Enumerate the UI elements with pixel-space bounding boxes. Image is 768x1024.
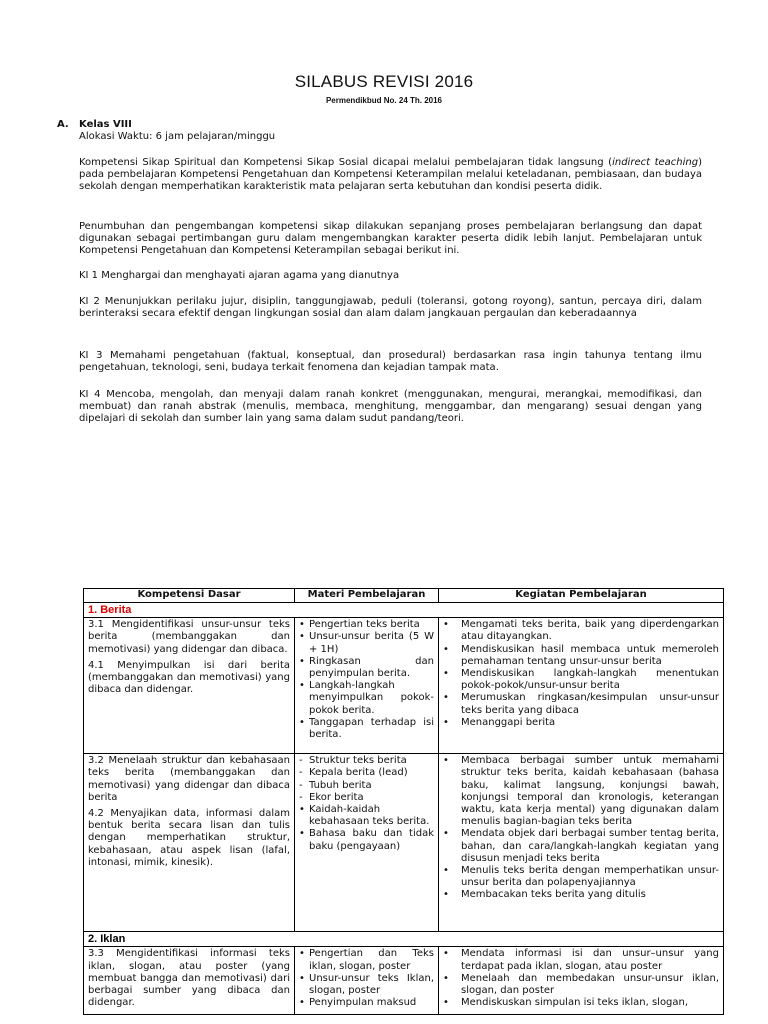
group-title-berita: 1. Berita bbox=[84, 603, 724, 618]
document-title: SILABUS REVISI 2016 bbox=[294, 72, 474, 91]
list-item: - Struktur teks berita bbox=[299, 755, 407, 767]
materi-cell bbox=[295, 754, 439, 932]
kd-cell: 3.1 Mengidentifikasi unsur-unsur teks berita (membanggakan dan memotivasi) yang didengar dan dibaca. 4.1 Menyimpulkan isi dari berita (membanggakan dan memotivasi) yang dibaca dan didengar. bbox=[84, 618, 295, 754]
list-item: • Penyimpulan maksud bbox=[299, 997, 417, 1009]
list-item: • Ringkasan dan penyimpulan berita. bbox=[299, 655, 434, 680]
materi-cell bbox=[295, 947, 439, 1015]
table-header-row bbox=[84, 589, 724, 603]
list-item: • Menulis teks berita dengan memperhatikan unsur-unsur berita dan polapenyajiannya bbox=[443, 865, 719, 889]
list-item: • Unsur-unsur berita (5 W + 1H) bbox=[299, 631, 434, 655]
kegiatan-cell bbox=[439, 618, 724, 754]
header-kompetensi-dasar: Kompetensi Dasar bbox=[84, 589, 295, 603]
list-item: • Pengertian dan Teks iklan, slogan, poster bbox=[299, 948, 434, 972]
paragraph-development: Penumbuhan dan pengembangan kompetensi sikap dilakukan sepanjang proses pembelajaran berlangsung dan dapat digunakan sebagai pertimbangan guru dalam mengembangkan karakter peserta didik lebih lanjut. Pembelajaran untuk Kompetensi Pengetahuan dan Kompetensi Keterampilan sebagai berikut ini. bbox=[79, 221, 702, 257]
list-item: - Ekor berita bbox=[299, 791, 364, 803]
header-kegiatan-pembelajaran: Kegiatan Pembelajaran bbox=[439, 589, 724, 603]
list-item: • Pengertian teks berita bbox=[299, 619, 420, 631]
list-item: • Membaca berbagai sumber untuk memahami struktur teks berita, kaidah kebahasaan (bahasa baku, kalimat langsung, konjungsi bawah, konjungsi temporal dan kronologis, keterangan waktu, kata kerja mental) yang digunakan dalam menulis bagian-bagian teks berita bbox=[443, 755, 719, 828]
list-item: • Mendiskusikan hasil membaca untuk memeroleh pemahaman tentang unsur-unsur berita bbox=[443, 643, 719, 667]
list-item: • Mendata objek dari berbagai sumber tentag berita, bahan, dan cara/langkah-langkah kegiatan yang disusun menjadi teks berita bbox=[443, 828, 719, 864]
list-item: • Kaidah-kaidah kebahasaan teks berita. bbox=[299, 804, 430, 828]
kd-cell: 3.2 Menelaah struktur dan kebahasaan teks berita (membanggakan dan memotivasi) yang didengar dan dibaca berita 4.2 Menyajikan data, informasi dalam bentuk berita secara lisan dan tulis dengan memperhatikan struktur, kebahasaan, atau aspek lisan (lafal, intonasi, mimik, kinesik). bbox=[84, 754, 295, 932]
document-subtitle: Permendikbud No. 24 Th. 2016 bbox=[325, 96, 443, 105]
header-materi-pembelajaran: Materi Pembelajaran bbox=[295, 589, 439, 603]
list-item: • Mendiskuskan simpulan isi teks iklan, slogan, bbox=[443, 997, 689, 1009]
ki-4: KI 4 Mencoba, mengolah, dan menyaji dalam ranah konkret (menggunakan, mengurai, merangkai, memodifikasi, dan membuat) dan ranah abstrak (menulis, membaca, menghitung, menggambar, dan mengarang) sesuai dengan yang dipelajari di sekolah dan sumber lain yang sama dalam sudut pandang/teori. bbox=[79, 389, 702, 425]
list-item: • Unsur-unsur teks Iklan, slogan, poster bbox=[299, 972, 434, 997]
list-item: • Menelaah dan membedakan unsur-unsur iklan, slogan, dan poster bbox=[443, 972, 719, 997]
group-row-iklan bbox=[84, 932, 724, 947]
section-marker: A. bbox=[57, 119, 69, 130]
kd-cell: 3.3 Mengidentifikasi informasi teks iklan, slogan, atau poster (yang membuat bangga dan memotivasi) dari berbagai sumber yang dibaca dan didengar. bbox=[84, 947, 295, 1015]
materi-cell bbox=[295, 618, 439, 754]
list-item: • Mendiskusikan langkah-langkah menentukan pokok-pokok/unsur-unsur berita bbox=[443, 668, 719, 692]
list-item: • Menanggapi berita bbox=[443, 716, 556, 728]
list-item: • Langkah-langkah menyimpulkan pokok-pokok berita. bbox=[299, 680, 434, 716]
list-item: • Merumuskan ringkasan/kesimpulan unsur-unsur teks berita yang dibaca bbox=[443, 692, 719, 716]
list-item: - Tubuh berita bbox=[299, 779, 372, 791]
table-row bbox=[84, 947, 724, 1015]
ki-2: KI 2 Menunjukkan perilaku jujur, disiplin, tanggungjawab, peduli (toleransi, gotong royong), santun, percaya diri, dalam berinteraksi secara efektif dengan lingkungan sosial dan alam dalam jangkauan pergaulan dan keberadaannya bbox=[79, 296, 702, 320]
table-row bbox=[84, 618, 724, 754]
section-title: Kelas VIII bbox=[79, 119, 132, 130]
table-row bbox=[84, 754, 724, 932]
group-title-iklan: 2. Iklan bbox=[84, 932, 724, 947]
list-item: • Tanggapan terhadap isi berita. bbox=[299, 716, 434, 741]
syllabus-table bbox=[83, 588, 724, 1015]
list-item: - Kepala berita (lead) bbox=[299, 767, 408, 779]
ki-1: KI 1 Menghargai dan menghayati ajaran agama yang dianutnya bbox=[79, 270, 400, 281]
list-item: • Mendata informasi isi dan unsur–unsur yang terdapat pada iklan, slogan, atau poster bbox=[443, 948, 719, 972]
group-row-berita bbox=[84, 603, 724, 618]
list-item: • Membacakan teks berita yang ditulis bbox=[443, 889, 646, 901]
section-heading bbox=[57, 119, 132, 130]
list-item: • Bahasa baku dan tidak baku (pengayaan) bbox=[299, 828, 434, 852]
list-item: • Mengamati teks berita, baik yang diperdengarkan atau ditayangkan. bbox=[443, 619, 719, 643]
kegiatan-cell bbox=[439, 947, 724, 1015]
indirect-teaching-term: indirect teaching bbox=[612, 157, 699, 168]
kegiatan-cell bbox=[439, 754, 724, 932]
time-allocation: Alokasi Waktu: 6 jam pelajaran/minggu bbox=[79, 131, 276, 142]
ki-3: KI 3 Memahami pengetahuan (faktual, konseptual, dan prosedural) berdasarkan rasa ingin tahunya tentang ilmu pengetahuan, teknologi, seni, budaya terkait fenomena dan kejadian tampak mata. bbox=[79, 350, 702, 374]
paragraph-attitude: Kompetensi Sikap Spiritual dan Kompetensi Sikap Sosial dicapai melalui pembelajaran tidak langsung (indirect teaching) pada pembelajaran Kompetensi Pengetahuan dan Kompetensi Keterampilan melalui keteladanan, pembiasaan, dan budaya sekolah dengan memperhatikan karakteristik mata pelajaran serta kebutuhan dan kondisi peserta didik. bbox=[79, 157, 702, 193]
